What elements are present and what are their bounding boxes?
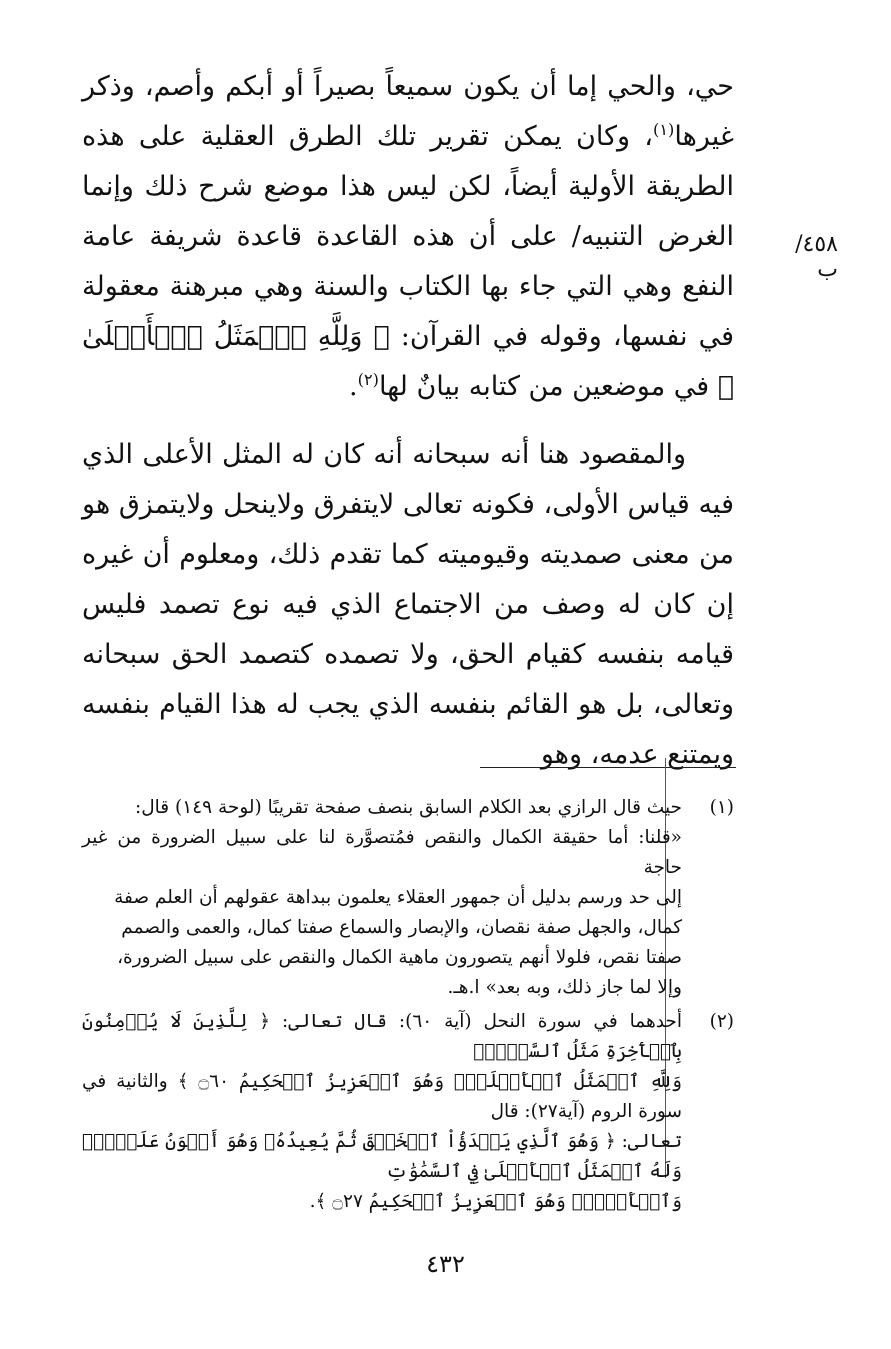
paragraph-1-text-b: ، وكان يمكن تقرير تلك الطرق العقلية على هذه الطريقة الأولية أيضاً، لكن ليس هذا موضع شرح ذلك وإنما الغرض التنبيه/ على أن هذه القاعدة قاعدة شريفة عامة النفع وهي التي جاء بها الكتاب والسنة وهي مبرهنة معقولة في نفسها، وقوله في القرآن: ﴿ وَلِلَّهِ ٱلۡمَثَلُ ٱلۡأَعۡلَىٰ ﴾ في موضعين من كتابه بيانٌ لها xyxy=(82,121,734,402)
footnote-line: إلى حد ورسم بدليل أن جمهور العقلاء يعلمون ببداهة عقولهم أن العلم صفة xyxy=(114,887,682,908)
footnote-line: حيث قال الرازي بعد الكلام السابق بنصف صفحة تقريبًا (لوحة ١٤٩) قال: xyxy=(135,797,682,818)
footnote-line: «قلنا: أما حقيقة الكمال والنقص فمُتصوَّرة لنا على سبيل الضرورة من غير حاجة xyxy=(82,827,682,878)
footnote-line: وَٱلۡأَرۡضِۚ وَهُوَ ٱلۡعَزِيزُ ٱلۡحَكِيمُ ۝٢٧ ﴾. xyxy=(309,1191,682,1212)
page-number: ٤٣٢ xyxy=(426,1250,465,1278)
footnote-number: (٢) xyxy=(709,1011,734,1032)
footnote-line: أحدهما في سورة النحل (آية ٦٠): قال تعالى: ﴿ لِلَّذِينَ لَا يُؤۡمِنُونَ بِٱلۡأٓخِرَةِ مَثَلُ ٱلسَّوۡءِۖ xyxy=(82,1011,682,1062)
paragraph-2: والمقصود هنا أنه سبحانه أنه كان له المثل الأعلى الذي فيه قياس الأولى، فكونه تعالى لايتفرق ولاينحل ولايتمزق هو من معنى صمديته وقيوميته كما تقدم ذلك، ومعلوم أن غيره إن كان له وصف من الاجتماع الذي فيه نوع تصمد فليس قيامه بنفسه كقيام الحق، ولا تصمده كتصمد الحق سبحانه وتعالى، بل هو القائم بنفسه الذي يجب له هذا القيام بنفسه ويمتنع عدمه، وهو xyxy=(82,439,734,770)
paragraph-1 xyxy=(82,62,734,412)
paragraph-1-text-a: حي، والحي إما أن يكون سميعاً بصيراً أو أبكم وأصم، وذكر غيرها xyxy=(82,71,734,152)
main-text xyxy=(82,62,734,780)
footnote-ref-2: (٢) xyxy=(357,370,379,389)
footnote-line: وَلِلَّهِ ٱلۡمَثَلُ ٱلۡأَعۡلَىٰۚ وَهُوَ ٱلۡعَزِيزُ ٱلۡحَكِيمُ ۝٦٠ ﴾ والثانية في سورة الروم (آية٢٧): قال xyxy=(82,1071,682,1122)
footnote-1 xyxy=(82,793,734,1003)
footnote-2 xyxy=(82,1007,734,1217)
footnote-separator xyxy=(480,767,736,768)
footnote-line: وإلا لما جاز ذلك، وبه بعد» ا.هـ. xyxy=(447,977,682,998)
footnote-number: (١) xyxy=(709,797,734,818)
footnote-line: كمال، والجهل صفة نقصان، والإبصار والسماع صفتا كمال، والعمى والصمم xyxy=(121,917,682,938)
margin-folio-note: ٤٥٨/ب xyxy=(795,232,838,282)
footnotes xyxy=(82,793,734,1217)
paragraph-1-text-c: . xyxy=(349,371,358,402)
footnote-line: صفتا نقص، فلولا أنهم يتصورون ماهية الكمال والنقص على سبيل الضرورة، xyxy=(117,947,682,968)
footnote-ref-1: (١) xyxy=(653,120,675,139)
footnote-line: تعالى: ﴿ وَهُوَ ٱلَّذِي يَبۡدَؤُاْ ٱلۡخَلۡقَ ثُمَّ يُعِيدُهُۥ وَهُوَ أَهۡوَنُ عَلَيۡهِۚ وَلَهُ ٱلۡمَثَلُ ٱلۡأَعۡلَىٰ فِي ٱلسَّمَٰوَٰتِ xyxy=(82,1131,682,1182)
